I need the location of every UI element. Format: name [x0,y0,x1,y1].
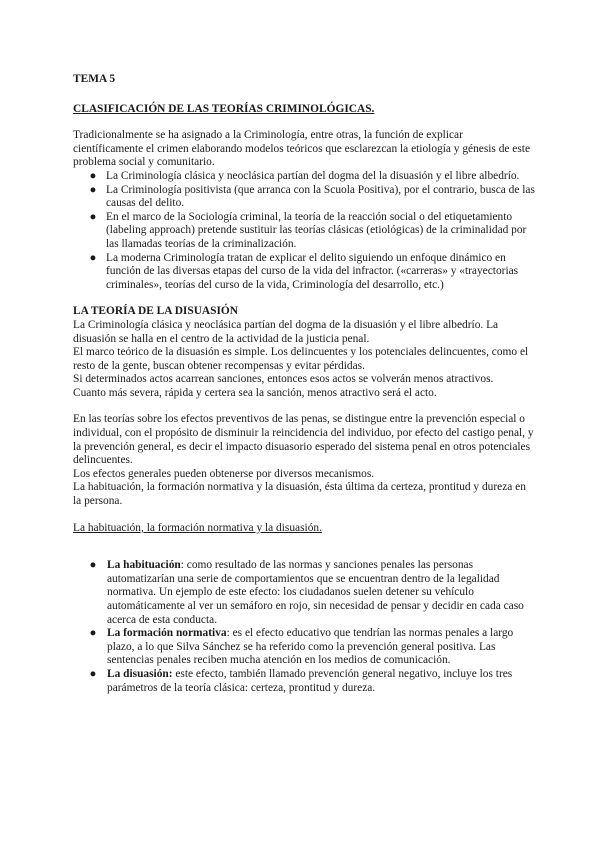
chapter-heading: TEMA 5 [73,73,116,85]
document-body [73,73,535,695]
bullet-icon: ● [89,210,97,223]
paragraph: En las teorías sobre los efectos preventivos de las penas, se distingue entre la prevención especial o individual, con el propósito de disminuir la reincidencia del individuo, por efecto del castigo penal, y la prevención general, es decir el impacto disuasorio esperado del sistema penal en otros potenciales delincuentes. [73,413,534,467]
list-item-text: : es el efecto educativo que tendrían las normas penales a largo plazo, a lo que Silva Sánchez se ha referido como la prevención general positiva. Las sentencias penales reciben mucha atención en los medios de comunicación. [107,627,514,667]
paragraph: Si determinados actos acarrean sanciones, entonces esos actos se volverán menos atractivos. [73,373,494,386]
mechanisms-list [73,559,535,695]
intro-paragraph: Tradicionalmente se ha asignado a la Criminología, entre otras, la función de explicar científicamente el crimen elaborando modelos teóricos que esclarezcan la etiología y génesis de este problema social y comunitario. [73,129,531,169]
paragraph: La Criminología clásica y neoclásica partían del dogma de la disuasión y el libre albedrío. La disuasión se halla en el centro de la actividad de la justicia penal. [73,318,499,345]
paragraph: La habituación, la formación normativa y la disuasión, ésta última da certeza, prontitud y dureza en la persona. [73,481,526,508]
list-item-text: La Criminología clásica y neoclásica partían del dogma del la disuasión y el libre albedrío. [106,169,520,182]
list-item-text: este efecto, también llamado prevención general negativo, incluye los tres parámetros de la teoría clásica: certeza, prontitud y dureza. [107,667,513,694]
list-item [73,627,535,668]
list-item-term: La disuasión: [107,667,173,680]
paragraph: Cuanto más severa, rápida y certera sea la sanción, menos atractivo será el acto. [73,386,437,399]
subheading: La habituación, la formación normativa y la disuasión. [73,521,322,534]
list-item-text: En el marco de la Sociología criminal, la teoría de la reacción social o del etiquetamiento (labeling approach) pretende sustituir las teorías clásicas (etiológicas) de la criminalidad por las llamadas teorías de la criminalización. [106,210,527,250]
list-item-text: : como resultado de las normas y sanciones penales las personas automatizarían una serie de comportamientos que se encuentran dentro de la legalidad normativa. Un ejemplo de este efecto: los ciudadanos suelen detener su vehículo automáticamente al ver un semáforo en rojo, sin necesidad de pensar y decidir en cada caso acerca de esta conducta. [107,559,524,626]
list-item [73,668,535,695]
bullet-icon: ● [89,169,97,182]
bullet-icon: ● [89,251,97,264]
chapter-title: CLASIFICACIÓN DE LAS TEORÍAS CRIMINOLÓGICAS. [73,102,375,115]
list-item [73,170,535,184]
list-item-term: La habituación [107,559,181,572]
list-item-term: La formación normativa [107,627,227,640]
list-item [73,184,535,211]
paragraph: Los efectos generales pueden obtenerse por diversos mecanismos. [73,467,375,480]
bullet-icon: ● [89,667,97,680]
list-item [73,559,535,627]
section-heading: LA TEORÍA DE LA DISUASIÓN [73,305,239,318]
list-item-text: La moderna Criminología tratan de explicar el delito siguiendo un enfoque dinámico en función de las diversas etapas del curso de la vida del infractor. («carreras» y «trayectorias criminales», teorías del curso de la vida, Criminología del desarrollo, etc.) [106,251,519,291]
list-item [73,252,535,293]
list-item-text: La Criminología positivista (que arranca con la Scuola Positiva), por el contrario, busca de las causas del delito. [106,183,535,210]
theories-list [73,170,535,292]
bullet-icon: ● [89,183,97,196]
paragraph: El marco teórico de la disuasión es simple. Los delincuentes y los potenciales delincuentes, como el resto de la gente, buscan obtener recompensas y evitar pérdidas. [73,346,529,372]
bullet-icon: ● [89,559,97,572]
list-item [73,211,535,252]
bullet-icon: ● [89,627,97,640]
